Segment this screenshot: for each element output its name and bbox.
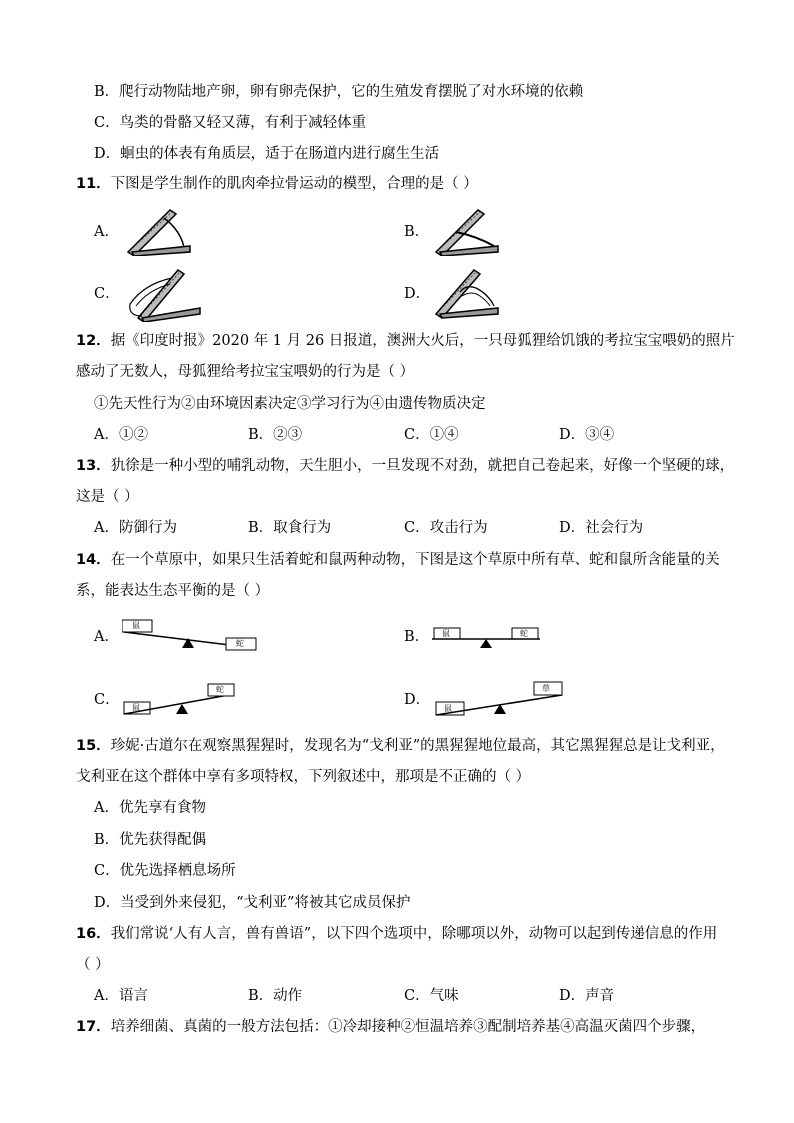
q13-stem-line2: 这是（ ） [76,489,139,505]
q12-items: ①先天性行为②由环境因素决定③学习行为④由遗传物质决定 [94,396,486,412]
q13-option-d: D．社会行为 [559,520,644,536]
q10-option-c: C．鸟类的骨骼又轻又薄，有利于减轻体重 [94,115,367,131]
q14-text-1: 在一个草原中，如果只生活着蛇和鼠两种动物，下图是这个草原中所有草、蛇和鼠所含能量的关 [110,552,720,568]
q17-stem-line1 [76,1017,705,1037]
q12-option-d: D．③④ [559,427,615,443]
q17-text-1: 培养细菌、真菌的一般方法包括：①冷却接种②恒温培养③配制培养基④高温灭菌四个步骤， [110,1019,706,1035]
q12-option-c: C．①④ [404,427,459,443]
q11-option-c-label: C． [94,286,120,302]
q14-c-box-right: 蛇 [216,685,224,694]
q14-d-box-left: 鼠 [444,704,452,713]
q14-b-box-left: 鼠 [442,629,450,638]
q15-number: 15． [76,738,111,754]
q13-option-c: C．攻击行为 [404,520,488,536]
q12-option-b: B．②③ [248,427,303,443]
q10-option-d: D．蛔虫的体表有角质层，适于在肠道内进行腐生生活 [94,146,440,162]
q15-option-d: D．当受到外来侵犯，“戈利亚”将被其它成员保护 [94,895,411,911]
q16-option-c: C．气味 [404,988,459,1004]
q14-a-box-left: 鼠 [132,621,140,630]
q12-stem-line1 [76,331,735,351]
q16-text-1: 我们常说‘人有人言，兽有兽语”，以下四个选项中，除哪项以外，动物可以起到传递信息的作用 [110,926,718,942]
q16-stem-line2: （ ） [76,957,110,973]
q15-stem-line2: 戈利亚在这个群体中享有多项特权，下列叙述中，那项是不正确的（ ） [76,769,531,785]
q14-number: 14． [76,552,111,568]
q14-d-box-right: 草 [542,684,550,693]
q17-number: 17． [76,1019,111,1035]
q12-number: 12． [76,333,111,349]
q13-option-b: B．取食行为 [248,520,332,536]
q11-option-d-label: D． [404,286,431,302]
q11-option-a-label: A． [94,224,119,240]
q11-figure-b [432,206,502,256]
q13-option-a: A．防御行为 [94,520,177,536]
q16-number: 16． [76,926,111,942]
q14-option-a-label: A． [94,629,119,645]
q15-text-1: 珍妮·古道尔在观察黑猩猩时，发现名为“戈利亚”的黑猩猩地位最高，其它黑猩猩总是让戈利亚， [110,738,725,754]
q11-text: 下图是学生制作的肌肉牵拉骨运动的模型，合理的是（ ） [110,176,478,192]
q15-option-c: C．优先选择栖息场所 [94,863,236,879]
q16-stem-line1 [76,924,717,944]
q11-stem [76,174,478,194]
q13-text-1: 犰徐是一种小型的哺乳动物，天生胆小，一旦发现不对劲，就把自己卷起来，好像一个坚硬的球， [110,458,735,474]
q14-option-c-label: C． [94,692,120,708]
q12-stem-line2: 感动了无数人，母狐狸给考拉宝宝喂奶的行为是（ ） [76,364,415,380]
q16-option-a: A．语言 [94,988,148,1004]
q16-option-d: D．声音 [559,988,615,1004]
q15-option-a: A．优先享有食物 [94,800,206,816]
q13-stem-line1 [76,456,734,476]
q10-option-b: B．爬行动物陆地产卵，卵有卵壳保护，它的生殖发育摆脱了对水环境的依赖 [94,84,584,100]
q14-a-box-right: 蛇 [236,639,244,648]
q11-figure-a [124,206,194,256]
q15-option-b: B．优先获得配偶 [94,832,207,848]
q11-figure-c [124,264,204,322]
q12-option-a: A．①② [94,427,148,443]
q16-option-b: B．动作 [248,988,303,1004]
q14-figure-a [122,618,262,658]
q14-option-d-label: D． [404,692,431,708]
q13-number: 13． [76,458,111,474]
q14-stem-line2: 系，能表达生态平衡的是（ ） [76,583,270,599]
q11-option-b-label: B． [404,224,430,240]
q12-text-1: 据《印度时报》2020 年 1 月 26 日报道，澳洲大火后，一只母狐狸给饥饿的考拉宝宝喂奶的照片 [110,333,735,349]
q11-figure-d [432,266,502,320]
q14-stem-line1 [76,550,720,570]
q14-option-b-label: B． [404,629,430,645]
q14-figure-d [432,678,567,722]
q14-c-box-left: 鼠 [132,703,140,712]
q11-number: 11． [76,176,111,192]
q15-stem-line1 [76,736,725,756]
q14-b-box-right: 蛇 [520,629,528,638]
q14-figure-c [122,680,242,720]
q14-figure-b [432,624,542,650]
